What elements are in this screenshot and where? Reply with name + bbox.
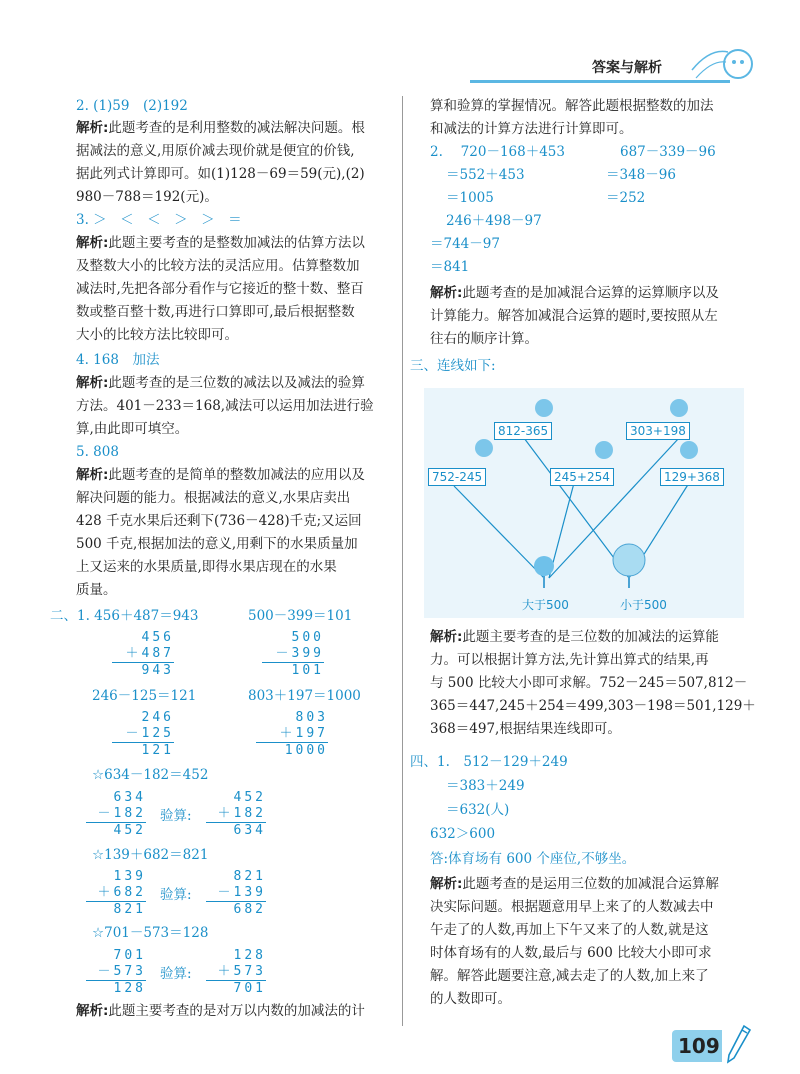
equation: ＝841 (430, 259, 470, 275)
flower-icon (534, 556, 554, 588)
section-3-head: 三、连线如下: (410, 358, 496, 374)
matching-lines (424, 388, 744, 618)
analysis-line: 数或整百整十数,再进行口算即可,最后根据整数 (76, 304, 355, 320)
equation: ＝383＋249 (446, 778, 525, 794)
answer-3-head: 3. ＞ ＜ ＜ ＞ ＞ ＝ (76, 212, 242, 228)
star-equation: ☆701－573＝128 (92, 925, 209, 941)
page-header-title: 答案与解析 (592, 60, 662, 76)
analysis-line: 时体育场有的人数,最后与 600 比较大小即可求 (430, 945, 712, 961)
analysis-line: 解析:此题考查的是简单的整数加减法的应用以及 (76, 467, 365, 483)
check-label: 验算: (160, 966, 192, 982)
analysis-line: 解析:此题考查的是三位数的减法以及减法的验算 (76, 375, 365, 391)
vertical-calc: 128 ＋573 701 (206, 948, 266, 997)
dandelion-icon (613, 544, 645, 588)
equation: 803＋197＝1000 (248, 688, 361, 704)
analysis-line: 计算能力。解答加减混合运算的题时,要按照从左 (430, 308, 718, 324)
equation: ＝348－96 (606, 167, 676, 183)
analysis-line: 解析:此题主要考查的是整数加减法的估算方法以 (76, 235, 365, 251)
analysis-line: 的人数即可。 (430, 991, 511, 1007)
equation: 246－125＝121 (92, 688, 197, 704)
pencil-icon (726, 1024, 752, 1064)
analysis-line: 算,由此即可填空。 (76, 421, 189, 437)
bee-icon (475, 439, 493, 457)
analysis-line: 解。解答此题要注意,减去走了的人数,加上来了 (430, 968, 709, 984)
analysis-line: 据减法的意义,用原价减去现价就是便宜的价钱, (76, 143, 355, 159)
analysis-line: 解决问题的能力。根据减法的意义,水果店卖出 (76, 490, 351, 506)
expression-box: 303+198 (626, 422, 690, 440)
analysis-line: 解析:此题考查的是运用三位数的加减混合运算解 (430, 876, 719, 892)
equation: ＝252 (606, 190, 646, 206)
analysis-line: 上又运来的水果质量,即得水果店现在的水果 (76, 559, 337, 575)
analysis-line: 午走了的人数,再加上下午又来了的人数,就是这 (430, 922, 709, 938)
analysis-line: 方法。401－233＝168,减法可以运用加法进行验 (76, 398, 374, 414)
analysis-line: 及整数大小的比较方法的灵活应用。估算整数加 (76, 258, 360, 274)
vertical-calc: 500 －399 101 (262, 630, 324, 679)
vertical-calc: 701 －573 128 (86, 948, 146, 997)
vertical-calc: 803 ＋197 1000 (256, 710, 328, 759)
star-equation: ☆139＋682＝821 (92, 847, 209, 863)
analysis-line: 算和验算的掌握情况。解答此题根据整数的加法 (430, 98, 714, 114)
expression-box: 129+368 (660, 468, 724, 486)
answer-2-head: 2. (1)59 (2)192 (76, 98, 188, 114)
bee-icon (595, 441, 613, 459)
analysis-line: 980－788＝192(元)。 (76, 189, 218, 205)
analysis-line: 解析:此题考查的是利用整数的减法解决问题。根 (76, 120, 365, 136)
equation: 2. 720－168＋453 (430, 144, 565, 160)
analysis-line: 解析:此题主要考查的是三位数的加减法的运算能 (430, 629, 719, 645)
equation: ＝1005 (446, 190, 494, 206)
analysis-line: 和减法的计算方法进行计算即可。 (430, 121, 633, 137)
bee-icon (670, 399, 688, 417)
analysis-line: 解析:此题主要考查的是对万以内数的加减法的计 (76, 1003, 365, 1019)
section-2-head: 二、1. 456＋487＝943 (50, 608, 199, 624)
analysis-line: 500 千克,根据加法的意义,用剩下的水果质量加 (76, 536, 358, 552)
analysis-line: 据此列式计算即可。如(1)128－69＝59(元),(2) (76, 166, 365, 182)
analysis-line: 减法时,先把各部分看作与它接近的整十数、整百 (76, 281, 364, 297)
vertical-calc: 634 －182 452 (86, 790, 146, 839)
equation: ＝552＋453 (446, 167, 525, 183)
equation: 687－339－96 (620, 144, 716, 160)
check-label: 验算: (160, 808, 192, 824)
analysis-line: 428 千克水果后还剩下(736－428)千克;又运回 (76, 513, 362, 529)
header-logo-icon (690, 40, 760, 88)
analysis-line: 大小的比较方法比较即可。 (76, 327, 238, 343)
expression-box: 752-245 (428, 468, 486, 486)
answer-4-head: 4. 168 加法 (76, 352, 160, 368)
analysis-line: 决实际问题。根据题意用早上来了的人数减去中 (430, 899, 714, 915)
analysis-line: 与 500 比较大小即可求解。752－245＝507,812－ (430, 675, 748, 691)
expression-box: 245+254 (550, 468, 614, 486)
target-label: 小于500 (620, 598, 667, 612)
column-divider (402, 96, 403, 1026)
equation: 246＋498－97 (446, 213, 542, 229)
vertical-calc: 452 ＋182 634 (206, 790, 266, 839)
star-equation: ☆634－182＝452 (92, 767, 209, 783)
vertical-calc: 139 ＋682 821 (86, 869, 146, 918)
analysis-line: 力。可以根据计算方法,先计算出算式的结果,再 (430, 652, 709, 668)
equation: 632＞600 (430, 826, 496, 842)
connector-line (454, 486, 544, 578)
expression-box: 812-365 (494, 422, 552, 440)
equation: ＝632(人) (446, 802, 510, 818)
analysis-line: 往右的顺序计算。 (430, 331, 538, 347)
analysis-line: 365＝447,245＋254＝499,303－198＝501,129＋ (430, 698, 756, 714)
analysis-line: 质量。 (76, 582, 117, 598)
bee-icon (535, 399, 553, 417)
analysis-line: 解析:此题考查的是加减混合运算的运算顺序以及 (430, 285, 719, 301)
vertical-calc: 456 ＋487 943 (112, 630, 174, 679)
equation: ＝744－97 (430, 236, 500, 252)
page-number: 109 (678, 1034, 720, 1058)
target-label: 大于500 (522, 598, 569, 612)
answer-sentence: 答:体育场有 600 个座位,不够坐。 (430, 851, 636, 867)
section-4-head: 四、1. 512－129＋249 (410, 754, 568, 770)
analysis-line: 368＝497,根据结果连线即可。 (430, 721, 621, 737)
vertical-calc: 821 －139 682 (206, 869, 266, 918)
equation: 500－399＝101 (248, 608, 353, 624)
answer-5-head: 5. 808 (76, 444, 119, 460)
bee-icon (680, 441, 698, 459)
check-label: 验算: (160, 887, 192, 903)
vertical-calc: 246 －125 121 (112, 710, 174, 759)
